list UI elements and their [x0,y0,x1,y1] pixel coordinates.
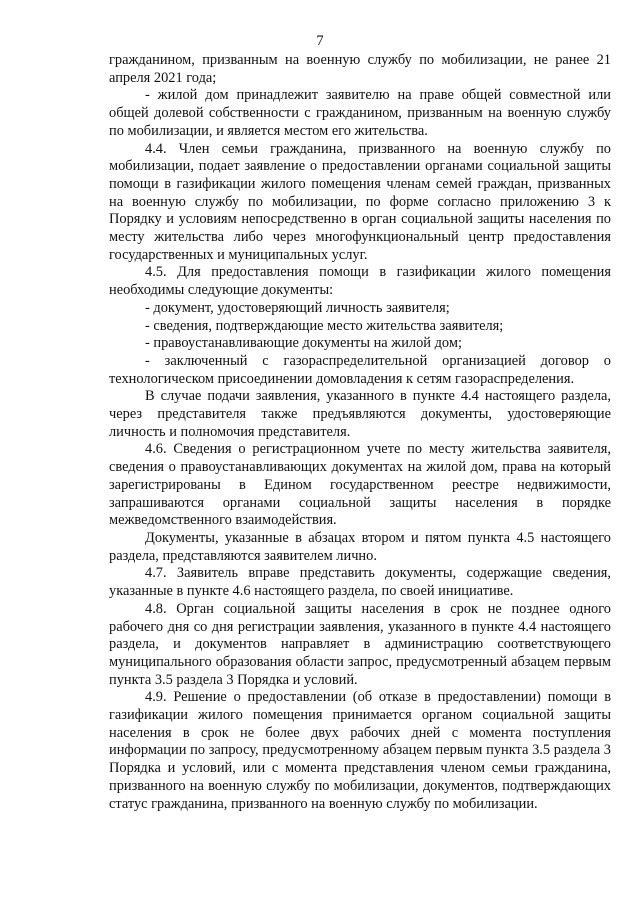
paragraph: - жилой дом принадлежит заявителю на праве общей совместной или общей долевой собственности с гражданином, призванным на военную службу по мобилизации, и является местом его жительства. [109,87,611,139]
paragraph: - документ, удостоверяющий личность заявителя; [145,299,450,316]
paragraph: 4.8. Орган социальной защиты населения в срок не позднее одного рабочего дня со дня регистрации заявления, указанного в пункте 4.4 настоящего раздела, и документов направляет в администрацию соответствующего муниципального образования области запрос, предусмотренный абзацем первым пункта 3.5 раздела 3 Порядка и условий. [109,600,611,688]
document-body [109,52,611,813]
paragraph: 4.7. Заявитель вправе представить документы, содержащие сведения, указанные в пункте 4.6 настоящего раздела, по своей инициативе. [109,565,611,600]
paragraph: - правоустанавливающие документы на жилой дом; [145,335,462,352]
paragraph: В случае подачи заявления, указанного в пункте 4.4 настоящего раздела, через представителя также предъявляются документы, удостоверяющие личность и полномочия представителя. [109,388,611,440]
paragraph: 4.6. Сведения о регистрационном учете по месту жительства заявителя, сведения о правоустанавливающих документах на жилой дом, права на который зарегистрированы в Едином государственном реестре недвижимости, запрашиваются органами социальной защиты населения в порядке межведомственного взаимодействия. [109,441,611,529]
paragraph: - заключенный с газораспределительной организацией договор о технологическом присоединении домовладения к сетям газораспределения. [109,352,611,387]
paragraph: 4.9. Решение о предоставлении (об отказе в предоставлении) помощи в газификации жилого помещения принимается органом социальной защиты населения в срок не более двух рабочих дней с момента поступления информации по запросу, предусмотренному абзацем первым пункта 3.5 раздела 3 Порядка и условий, или с момента представления членом семьи гражданина, призванного на военную службу по мобилизации, документов, подтверждающих статус гражданина, призванного на военную службу по мобилизации. [109,689,611,812]
paragraph: 4.5. Для предоставления помощи в газификации жилого помещения необходимы следующие документы: [109,264,611,299]
paragraph: гражданином, призванным на военную службу по мобилизации, не ранее 21 апреля 2021 года; [109,52,611,86]
paragraph: 4.4. Член семьи гражданина, призванного на военную службу по мобилизации, подает заявление о предоставлении органами социальной защиты помощи в газификации жилого помещения членам семей граждан, призванных на военную службу по мобилизации, по форме согласно приложению 3 к Порядку и условиям непосредственно в орган социальной защиты населения по месту жительства либо через многофункциональный центр предоставления государственных и муниципальных услуг. [109,140,611,263]
paragraph: Документы, указанные в абзацах втором и пятом пункта 4.5 настоящего раздела, представляются заявителем лично. [109,529,611,564]
paragraph: - сведения, подтверждающие место жительства заявителя; [145,317,504,334]
page-number: 7 [316,33,324,49]
